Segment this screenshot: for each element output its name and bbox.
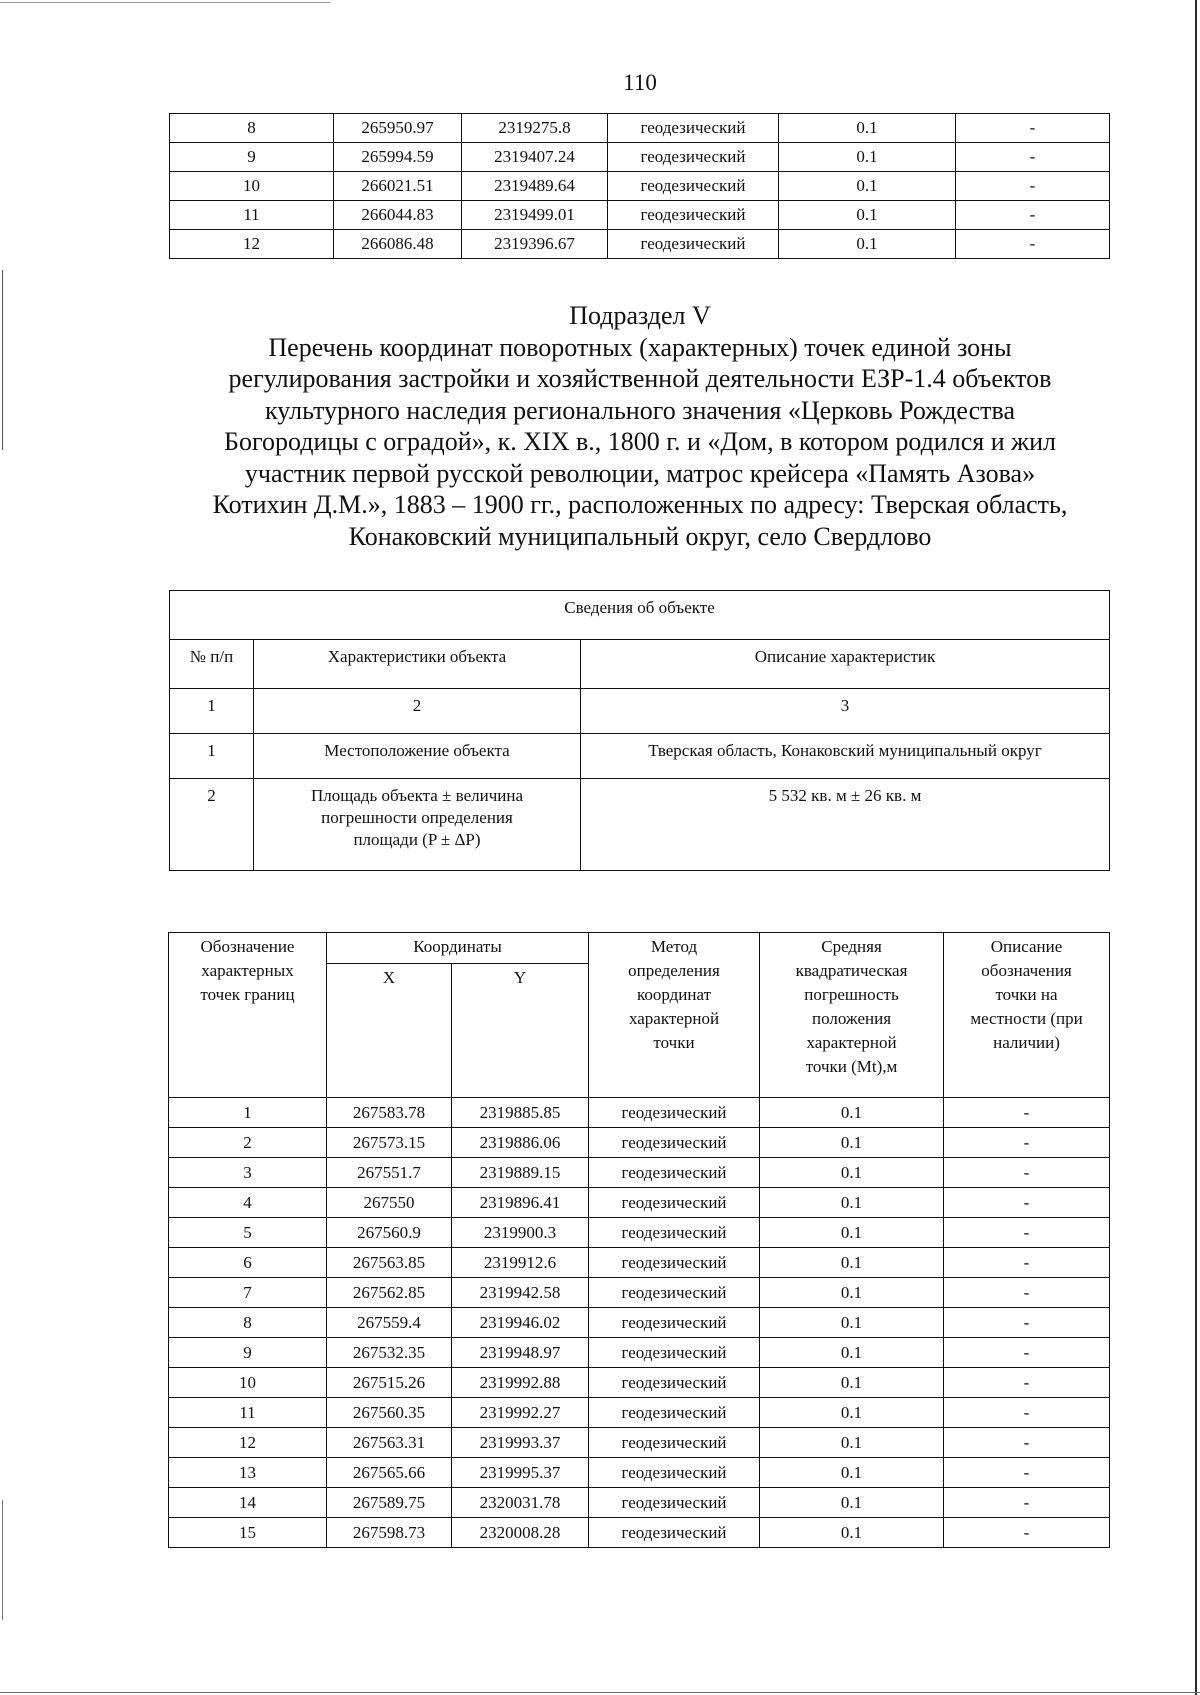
heading-line: Конаковский муниципальный округ, село Свердлово	[348, 521, 932, 551]
continuation-table-body	[170, 114, 1110, 259]
header-x: X	[327, 964, 452, 1098]
table-row	[169, 1368, 1110, 1398]
point-number-cell: 5	[169, 1218, 327, 1248]
table-row	[170, 143, 1110, 172]
header-y: Y	[452, 964, 589, 1098]
y-coordinate-cell: 2319489.64	[462, 172, 608, 201]
y-coordinate-cell: 2319912.6	[452, 1248, 589, 1278]
x-coordinate-cell: 267583.78	[327, 1098, 452, 1128]
x-coordinate-cell: 267573.15	[327, 1128, 452, 1158]
description-cell: -	[944, 1128, 1110, 1158]
description-cell: -	[956, 172, 1110, 201]
header-line: погрешность	[804, 985, 899, 1004]
y-coordinate-cell: 2319948.97	[452, 1338, 589, 1368]
table-row	[169, 1398, 1110, 1428]
error-cell: 0.1	[760, 1248, 944, 1278]
subsection-title: Подраздел V	[569, 301, 711, 330]
point-number-cell: 8	[169, 1308, 327, 1338]
x-coordinate-cell: 267532.35	[327, 1338, 452, 1368]
x-coordinate-cell: 267515.26	[327, 1368, 452, 1398]
point-number-cell: 10	[169, 1368, 327, 1398]
scan-artifact-line	[0, 2, 330, 3]
y-coordinate-cell: 2319900.3	[452, 1218, 589, 1248]
error-cell: 0.1	[760, 1458, 944, 1488]
table-row	[170, 172, 1110, 201]
description-cell: -	[944, 1428, 1110, 1458]
method-cell: геодезический	[608, 201, 779, 230]
point-number-cell: 1	[169, 1098, 327, 1128]
col-header-characteristics: Характеристики объекта	[254, 640, 581, 689]
error-cell: 0.1	[760, 1398, 944, 1428]
method-cell: геодезический	[608, 230, 779, 259]
y-coordinate-cell: 2319942.58	[452, 1278, 589, 1308]
description-cell: -	[944, 1278, 1110, 1308]
y-coordinate-cell: 2320031.78	[452, 1488, 589, 1518]
header-line: Описание	[990, 937, 1063, 956]
method-cell: геодезический	[589, 1188, 760, 1218]
continuation-coordinates-table	[169, 113, 1110, 259]
x-coordinate-cell: 266086.48	[334, 230, 462, 259]
y-coordinate-cell: 2319407.24	[462, 143, 608, 172]
characteristic-line: погрешности определения	[321, 808, 513, 827]
method-cell: геодезический	[589, 1458, 760, 1488]
method-cell: геодезический	[589, 1158, 760, 1188]
heading-line: Котихин Д.М.», 1883 – 1900 гг., расположенных по адресу: Тверская область,	[212, 490, 1068, 519]
point-number-cell: 2	[169, 1128, 327, 1158]
scan-artifact-mark	[2, 270, 3, 450]
error-cell: 0.1	[760, 1098, 944, 1128]
method-cell: геодезический	[608, 143, 779, 172]
table-row	[170, 230, 1110, 259]
x-coordinate-cell: 265950.97	[334, 114, 462, 143]
x-coordinate-cell: 267560.35	[327, 1398, 452, 1428]
table-row	[170, 114, 1110, 143]
scan-artifact-mark	[2, 1500, 3, 1620]
description-cell: -	[944, 1218, 1110, 1248]
y-coordinate-cell: 2319889.15	[452, 1158, 589, 1188]
characteristic-cell	[254, 734, 581, 779]
header-line: положения	[812, 1009, 892, 1028]
method-cell: геодезический	[589, 1338, 760, 1368]
y-coordinate-cell: 2319885.85	[452, 1098, 589, 1128]
header-line: Метод	[650, 937, 698, 956]
header-line: обозначения	[981, 961, 1072, 980]
coordinates-table	[168, 932, 1110, 1548]
error-cell: 0.1	[760, 1308, 944, 1338]
description-cell: -	[944, 1338, 1110, 1368]
point-number-cell: 12	[169, 1428, 327, 1458]
description-cell: -	[944, 1248, 1110, 1278]
description-cell: -	[956, 201, 1110, 230]
header-line: квадратическая	[795, 961, 908, 980]
heading-line: культурного наследия регионального значения «Церковь Рождества	[264, 395, 1015, 425]
table-row	[169, 1218, 1110, 1248]
error-cell: 0.1	[760, 1338, 944, 1368]
header-line: характерной	[628, 1009, 720, 1028]
description-cell: 5 532 кв. м ± 26 кв. м	[581, 779, 1110, 871]
description-cell: -	[944, 1308, 1110, 1338]
point-number-cell: 8	[170, 114, 334, 143]
description-cell: -	[956, 143, 1110, 172]
method-cell: геодезический	[589, 1128, 760, 1158]
x-coordinate-cell: 267598.73	[327, 1518, 452, 1548]
coordinates-table-body	[169, 1098, 1110, 1548]
row-number: 2	[170, 779, 254, 871]
error-cell: 0.1	[760, 1428, 944, 1458]
description-cell: -	[956, 114, 1110, 143]
header-line: характерных	[201, 961, 294, 980]
characteristic-line: Местоположение объекта	[324, 741, 510, 760]
error-cell: 0.1	[760, 1218, 944, 1248]
description-cell: Тверская область, Конаковский муниципальный округ	[581, 734, 1110, 779]
heading-line: Перечень координат поворотных (характерных) точек единой зоны	[268, 332, 1012, 362]
table-row	[169, 1098, 1110, 1128]
header-line: Обозначение	[200, 937, 295, 956]
point-number-cell: 4	[169, 1188, 327, 1218]
method-cell: геодезический	[589, 1518, 760, 1548]
error-cell: 0.1	[760, 1278, 944, 1308]
header-line: Средняя	[821, 937, 882, 956]
table-row	[169, 1278, 1110, 1308]
subsection-heading	[150, 300, 1130, 552]
x-coordinate-cell: 266044.83	[334, 201, 462, 230]
x-coordinate-cell: 267563.31	[327, 1428, 452, 1458]
description-cell: -	[944, 1518, 1110, 1548]
y-coordinate-cell: 2319896.41	[452, 1188, 589, 1218]
header-mean-square-error	[760, 933, 944, 1098]
y-coordinate-cell: 2319995.37	[452, 1458, 589, 1488]
method-cell: геодезический	[589, 1428, 760, 1458]
y-coordinate-cell: 2319946.02	[452, 1308, 589, 1338]
page-number: 110	[623, 70, 657, 95]
method-cell: геодезический	[608, 114, 779, 143]
method-cell: геодезический	[589, 1398, 760, 1428]
x-coordinate-cell: 266021.51	[334, 172, 462, 201]
point-number-cell: 11	[170, 201, 334, 230]
col-header-number: № п/п	[170, 640, 254, 689]
error-cell: 0.1	[760, 1188, 944, 1218]
description-cell: -	[944, 1368, 1110, 1398]
header-line: характерной	[806, 1033, 897, 1052]
error-cell: 0.1	[779, 201, 956, 230]
col-number-cell: 2	[254, 689, 581, 734]
x-coordinate-cell: 267560.9	[327, 1218, 452, 1248]
header-coordinates: Координаты	[327, 933, 589, 964]
point-number-cell: 14	[169, 1488, 327, 1518]
table-row	[169, 1488, 1110, 1518]
method-cell: геодезический	[589, 1248, 760, 1278]
point-number-cell: 7	[169, 1278, 327, 1308]
method-cell: геодезический	[608, 172, 779, 201]
error-cell: 0.1	[779, 172, 956, 201]
y-coordinate-cell: 2319992.88	[452, 1368, 589, 1398]
col-header-description: Описание характеристик	[581, 640, 1110, 689]
header-point-description	[944, 933, 1110, 1098]
x-coordinate-cell: 267551.7	[327, 1158, 452, 1188]
point-number-cell: 13	[169, 1458, 327, 1488]
y-coordinate-cell: 2319992.27	[452, 1398, 589, 1428]
method-cell: геодезический	[589, 1368, 760, 1398]
header-method	[589, 933, 760, 1098]
method-cell: геодезический	[589, 1218, 760, 1248]
y-coordinate-cell: 2319499.01	[462, 201, 608, 230]
error-cell: 0.1	[779, 114, 956, 143]
table-row	[169, 1128, 1110, 1158]
method-cell: геодезический	[589, 1278, 760, 1308]
point-number-cell: 15	[169, 1518, 327, 1548]
object-info-table	[169, 590, 1110, 871]
table-row	[170, 201, 1110, 230]
x-coordinate-cell: 267559.4	[327, 1308, 452, 1338]
description-cell: -	[944, 1458, 1110, 1488]
header-line: определения	[628, 961, 720, 980]
x-coordinate-cell: 267550	[327, 1188, 452, 1218]
header-line: координат	[636, 985, 712, 1004]
x-coordinate-cell: 267565.66	[327, 1458, 452, 1488]
error-cell: 0.1	[779, 230, 956, 259]
point-number-cell: 3	[169, 1158, 327, 1188]
y-coordinate-cell: 2319993.37	[452, 1428, 589, 1458]
method-cell: геодезический	[589, 1308, 760, 1338]
header-line: точки на	[995, 985, 1058, 1004]
scan-page-edge	[1195, 0, 1197, 1695]
point-number-cell: 10	[170, 172, 334, 201]
object-table-title: Сведения об объекте	[170, 591, 1110, 640]
description-cell: -	[944, 1098, 1110, 1128]
method-cell: геодезический	[589, 1098, 760, 1128]
error-cell: 0.1	[760, 1158, 944, 1188]
error-cell: 0.1	[760, 1488, 944, 1518]
x-coordinate-cell: 267563.85	[327, 1248, 452, 1278]
col-number-cell: 1	[170, 689, 254, 734]
header-line: точки (Mt),м	[805, 1057, 898, 1076]
point-number-cell: 9	[169, 1338, 327, 1368]
point-number-cell: 6	[169, 1248, 327, 1278]
heading-line: участник первой русской революции, матрос крейсера «Память Азова»	[244, 458, 1036, 488]
heading-line: регулирования застройки и хозяйственной деятельности ЕЗР-1.4 объектов	[228, 364, 1052, 393]
error-cell: 0.1	[760, 1368, 944, 1398]
scan-page-edge-bottom	[0, 1692, 1200, 1693]
header-line: местности (при	[970, 1009, 1083, 1028]
point-number-cell: 11	[169, 1398, 327, 1428]
point-number-cell: 9	[170, 143, 334, 172]
table-row	[169, 1248, 1110, 1278]
error-cell: 0.1	[760, 1128, 944, 1158]
method-cell: геодезический	[589, 1488, 760, 1518]
y-coordinate-cell: 2319396.67	[462, 230, 608, 259]
table-row	[169, 1308, 1110, 1338]
characteristic-line: Площадь объекта ± величина	[310, 786, 523, 805]
y-coordinate-cell: 2320008.28	[452, 1518, 589, 1548]
y-coordinate-cell: 2319275.8	[462, 114, 608, 143]
header-line: наличии)	[993, 1033, 1060, 1052]
table-row	[169, 1188, 1110, 1218]
header-point-designation	[169, 933, 327, 1098]
characteristic-cell	[254, 779, 581, 871]
x-coordinate-cell: 265994.59	[334, 143, 462, 172]
x-coordinate-cell: 267562.85	[327, 1278, 452, 1308]
table-row	[169, 1158, 1110, 1188]
description-cell: -	[944, 1188, 1110, 1218]
description-cell: -	[944, 1398, 1110, 1428]
col-number-cell: 3	[581, 689, 1110, 734]
table-row	[169, 1458, 1110, 1488]
description-cell: -	[944, 1488, 1110, 1518]
error-cell: 0.1	[760, 1518, 944, 1548]
description-cell: -	[956, 230, 1110, 259]
error-cell: 0.1	[779, 143, 956, 172]
heading-line: Богородицы с оградой», к. XIX в., 1800 г. и «Дом, в котором родился и жил	[224, 427, 1056, 456]
table-row	[169, 1518, 1110, 1548]
header-line: точек границ	[200, 985, 295, 1004]
x-coordinate-cell: 267589.75	[327, 1488, 452, 1518]
characteristic-line: площади (P ± ΔP)	[353, 830, 481, 849]
point-number-cell: 12	[170, 230, 334, 259]
header-line: точки	[653, 1033, 695, 1052]
y-coordinate-cell: 2319886.06	[452, 1128, 589, 1158]
description-cell: -	[944, 1158, 1110, 1188]
table-row	[169, 1428, 1110, 1458]
row-number: 1	[170, 734, 254, 779]
table-row	[169, 1338, 1110, 1368]
